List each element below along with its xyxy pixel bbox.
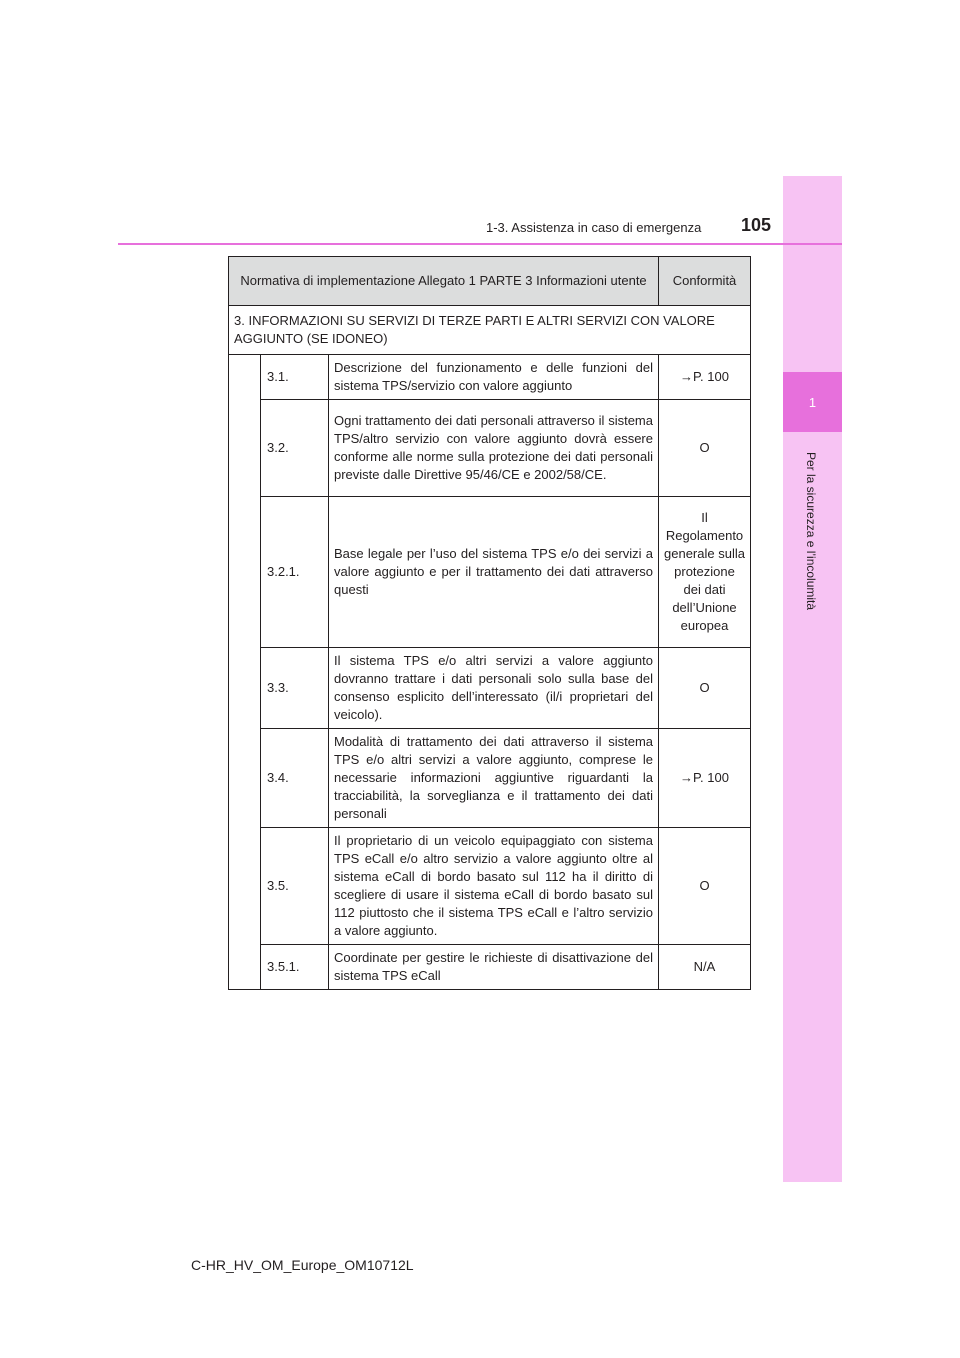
indent-cell: [229, 355, 261, 990]
item-number: 3.1.: [261, 355, 329, 400]
item-number: 3.5.: [261, 828, 329, 945]
table-row: [229, 400, 751, 497]
table-row: [229, 497, 751, 648]
table-header-row: [229, 257, 751, 306]
item-description: Coordinate per gestire le richieste di disattivazione del sistema TPS eCall: [329, 945, 659, 990]
table-row: [229, 945, 751, 990]
table-row: [229, 729, 751, 828]
compliance-table: [228, 256, 751, 990]
table-row: [229, 828, 751, 945]
item-description: Il proprietario di un veicolo equipaggiato con sistema TPS eCall e/o altro servizio a valore aggiunto oltre al sistema eCall di bordo basato sul 112 ha il diritto di scegliere di usare il sistema eCall di bordo basato sul 112 piuttosto che il sistema TPS eCall e l’altro servizio a valore aggiunto.: [329, 828, 659, 945]
item-number: 3.4.: [261, 729, 329, 828]
header-divider: [118, 243, 842, 245]
chapter-label: Per la sicurezza e l’incolumità: [804, 452, 818, 611]
item-description: Modalità di trattamento dei dati attraverso il sistema TPS e/o altri servizi a valore aggiunto, comprese le necessarie informazioni aggiuntive riguardanti la tracciabilità, la sorveglianza e il trattamento dei dati personali: [329, 729, 659, 828]
section-heading: 3. INFORMAZIONI SU SERVIZI DI TERZE PARTI E ALTRI SERVIZI CON VALORE AGGIUNTO (SE IDONEO): [229, 306, 751, 355]
chapter-number: 1: [783, 372, 842, 432]
item-compliance: →P. 100: [659, 729, 751, 828]
side-tab: [783, 176, 842, 1182]
table-row: [229, 648, 751, 729]
page-number: 105: [741, 215, 772, 235]
document-code: C-HR_HV_OM_Europe_OM10712L: [191, 1257, 414, 1273]
item-compliance: Il Regolamento generale sulla protezione dei dati dell’Unione europea: [659, 497, 751, 648]
item-compliance: O: [659, 828, 751, 945]
item-description: Ogni trattamento dei dati personali attraverso il sistema TPS/altro servizio con valore aggiunto dovrà essere conforme alle norme sulla protezione dei dati personali previste dalle Direttive 95/46/CE e 2002/58/CE.: [329, 400, 659, 497]
header-regulation: Normativa di implementazione Allegato 1 PARTE 3 Informazioni utente: [229, 257, 659, 306]
item-number: 3.5.1.: [261, 945, 329, 990]
section-title: 1-3. Assistenza in caso di emergenza: [486, 220, 702, 235]
item-compliance: O: [659, 400, 751, 497]
item-description: Descrizione del funzionamento e delle funzioni del sistema TPS/servizio con valore aggiunto: [329, 355, 659, 400]
section-row: [229, 306, 751, 355]
item-compliance: N/A: [659, 945, 751, 990]
item-description: Base legale per l’uso del sistema TPS e/o dei servizi a valore aggiunto e per il trattamento dei dati attraverso questi: [329, 497, 659, 648]
item-compliance: O: [659, 648, 751, 729]
item-compliance: →P. 100: [659, 355, 751, 400]
item-number: 3.2.: [261, 400, 329, 497]
header-compliance: Conformità: [659, 257, 751, 306]
item-number: 3.3.: [261, 648, 329, 729]
item-description: Il sistema TPS e/o altri servizi a valore aggiunto dovranno trattare i dati personali solo sulla base del consenso esplicito dell’interessato (il/i proprietari del veicolo).: [329, 648, 659, 729]
item-number: 3.2.1.: [261, 497, 329, 648]
table-row: [229, 355, 751, 400]
